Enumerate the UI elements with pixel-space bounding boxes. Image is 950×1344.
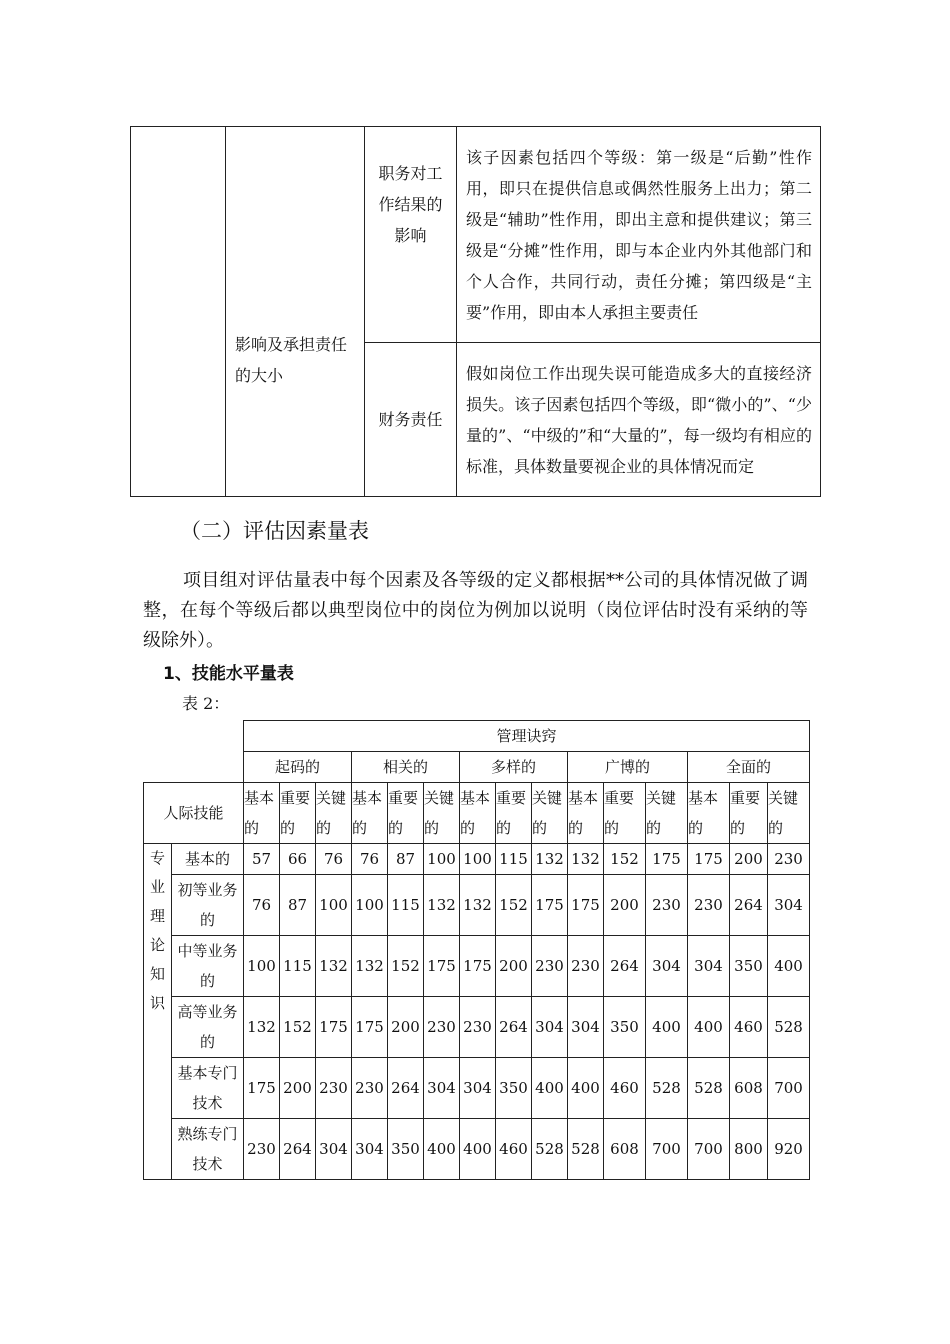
blank-corner: [144, 721, 244, 752]
value-cell: 700: [768, 1058, 810, 1119]
blank-corner: [144, 752, 244, 783]
factor-cell: [226, 127, 365, 497]
level-label: 重要的: [280, 789, 311, 837]
value-cell: 304: [768, 875, 810, 936]
level-label: 重要的: [604, 789, 635, 837]
value-cell: 230: [460, 997, 496, 1058]
value-cell: 800: [730, 1119, 768, 1180]
value-cell: 175: [460, 936, 496, 997]
level-label: 基本的: [688, 789, 719, 837]
value-cell: 528: [568, 1119, 604, 1180]
value-cell: 100: [424, 844, 460, 875]
value-cell: 87: [388, 844, 424, 875]
level-header: [496, 783, 532, 844]
group-header: 多样的: [460, 752, 568, 783]
value-cell: 400: [568, 1058, 604, 1119]
subfactor-label: 职务对工作结果的影响: [378, 164, 443, 245]
value-cell: 132: [460, 875, 496, 936]
skill-level-table: [143, 720, 810, 1180]
value-cell: 230: [646, 875, 688, 936]
level-label: 重要的: [496, 789, 527, 837]
subfactor-label: 财务责任: [378, 410, 443, 429]
description-cell: 假如岗位工作出现失误可能造成多大的直接经济损失。该子因素包括四个等级，即“微小的”、“少量的”、“中级的”和“大量的”，每一级均有相应的标准，具体数量要视企业的具体情况而定: [457, 343, 821, 497]
value-cell: 528: [768, 997, 810, 1058]
value-cell: 700: [688, 1119, 730, 1180]
value-cell: 200: [280, 1058, 316, 1119]
level-header: [424, 783, 460, 844]
factor-label: 影响及承担责任的大小: [235, 334, 348, 385]
value-cell: 152: [604, 844, 646, 875]
value-cell: 100: [316, 875, 352, 936]
value-cell: 200: [604, 875, 646, 936]
level-header: [604, 783, 646, 844]
group-header: 相关的: [352, 752, 460, 783]
value-cell: 264: [388, 1058, 424, 1119]
subsection-heading: 1、技能水平量表: [163, 664, 294, 684]
value-cell: 264: [280, 1119, 316, 1180]
level-label: 关键的: [646, 789, 677, 837]
level-header: [532, 783, 568, 844]
value-cell: 175: [688, 844, 730, 875]
corner-label: 人际技能: [144, 783, 244, 844]
level-header: [568, 783, 604, 844]
value-cell: 350: [730, 936, 768, 997]
value-cell: 152: [496, 875, 532, 936]
value-cell: 230: [532, 936, 568, 997]
row-label: 高等业务的: [172, 997, 244, 1058]
level-label: 基本的: [460, 789, 491, 837]
value-cell: 400: [768, 936, 810, 997]
value-cell: 132: [244, 997, 280, 1058]
value-cell: 200: [496, 936, 532, 997]
body-paragraph: 项目组对评估量表中每个因素及各等级的定义都根据**公司的具体情况做了调整，在每个等级后都以典型岗位中的岗位为例加以说明（岗位评估时没有采纳的等级除外）。: [143, 570, 808, 651]
level-header: [768, 783, 810, 844]
value-cell: 304: [688, 936, 730, 997]
value-cell: 400: [646, 997, 688, 1058]
row-label: 基本专门技术: [172, 1058, 244, 1119]
group-header: 起码的: [244, 752, 352, 783]
level-header: [388, 783, 424, 844]
value-cell: 460: [604, 1058, 646, 1119]
value-cell: 175: [646, 844, 688, 875]
level-label: 基本的: [568, 789, 599, 837]
level-label: 关键的: [532, 789, 563, 837]
top-header: 管理诀窍: [244, 721, 810, 752]
value-cell: 460: [730, 997, 768, 1058]
value-cell: 920: [768, 1119, 810, 1180]
value-cell: 400: [532, 1058, 568, 1119]
value-cell: 230: [316, 1058, 352, 1119]
value-cell: 200: [730, 844, 768, 875]
value-cell: 76: [244, 875, 280, 936]
row-group-char: 论: [149, 936, 165, 954]
row-label: 初等业务的: [172, 875, 244, 936]
value-cell: 230: [568, 936, 604, 997]
value-cell: 175: [316, 997, 352, 1058]
value-cell: 100: [244, 936, 280, 997]
level-label: 关键的: [316, 789, 347, 837]
row-label: 中等业务的: [172, 936, 244, 997]
value-cell: 304: [646, 936, 688, 997]
value-cell: 350: [496, 1058, 532, 1119]
value-cell: 132: [352, 936, 388, 997]
row-label: 基本的: [172, 844, 244, 875]
value-cell: 264: [496, 997, 532, 1058]
value-cell: 87: [280, 875, 316, 936]
value-cell: 304: [532, 997, 568, 1058]
level-label: 基本的: [244, 789, 275, 837]
value-cell: 460: [496, 1119, 532, 1180]
value-cell: 132: [424, 875, 460, 936]
value-cell: 152: [280, 997, 316, 1058]
level-header: [352, 783, 388, 844]
value-cell: 175: [244, 1058, 280, 1119]
value-cell: 304: [424, 1058, 460, 1119]
value-cell: 350: [604, 997, 646, 1058]
value-cell: 304: [460, 1058, 496, 1119]
table-caption: 表 2：: [182, 694, 230, 713]
value-cell: 100: [352, 875, 388, 936]
value-cell: 57: [244, 844, 280, 875]
level-header: [280, 783, 316, 844]
responsibility-table: [130, 126, 821, 497]
value-cell: 115: [280, 936, 316, 997]
value-cell: 350: [388, 1119, 424, 1180]
level-header: [316, 783, 352, 844]
level-label: 重要的: [388, 789, 419, 837]
value-cell: 528: [532, 1119, 568, 1180]
group-header: 全面的: [688, 752, 810, 783]
value-cell: 230: [244, 1119, 280, 1180]
value-cell: 175: [568, 875, 604, 936]
row-group-char: 知: [149, 965, 165, 983]
value-cell: 400: [460, 1119, 496, 1180]
value-cell: 100: [460, 844, 496, 875]
value-cell: 66: [280, 844, 316, 875]
row-group-char: 业: [149, 878, 165, 896]
level-label: 重要的: [730, 789, 761, 837]
row-label: 熟练专门技术: [172, 1119, 244, 1180]
value-cell: 175: [532, 875, 568, 936]
value-cell: 304: [568, 997, 604, 1058]
value-cell: 115: [496, 844, 532, 875]
level-header: [460, 783, 496, 844]
value-cell: 175: [352, 997, 388, 1058]
level-label: 关键的: [768, 789, 799, 837]
description-cell: 该子因素包括四个等级：第一级是“后勤”性作用，即只在提供信息或偶然性服务上出力；第二级是“辅助”性作用，即出主意和提供建议；第三级是“分摊”性作用，即与本企业内外其他部门和个人合作，共同行动，责任分摊；第四级是“主要”作用，即由本人承担主要责任: [457, 127, 821, 343]
value-cell: 132: [532, 844, 568, 875]
value-cell: 304: [316, 1119, 352, 1180]
value-cell: 132: [316, 936, 352, 997]
level-header: [730, 783, 768, 844]
value-cell: 230: [768, 844, 810, 875]
value-cell: 175: [424, 936, 460, 997]
level-header: [688, 783, 730, 844]
value-cell: 700: [646, 1119, 688, 1180]
value-cell: 115: [388, 875, 424, 936]
value-cell: 230: [688, 875, 730, 936]
value-cell: 152: [388, 936, 424, 997]
level-label: 基本的: [352, 789, 383, 837]
value-cell: 230: [424, 997, 460, 1058]
value-cell: 264: [730, 875, 768, 936]
row-group-char: 理: [149, 907, 165, 925]
value-cell: 608: [604, 1119, 646, 1180]
level-header: [244, 783, 280, 844]
row-group-char: 识: [149, 994, 165, 1012]
category-cell: [131, 127, 226, 497]
value-cell: 76: [352, 844, 388, 875]
value-cell: 230: [352, 1058, 388, 1119]
level-label: 关键的: [424, 789, 455, 837]
subfactor-cell: [365, 343, 457, 497]
group-header: 广博的: [568, 752, 688, 783]
value-cell: 608: [730, 1058, 768, 1119]
section-heading: （二）评估因素量表: [180, 519, 369, 543]
value-cell: 264: [604, 936, 646, 997]
row-group-char: 专: [149, 849, 165, 867]
row-group-label: [144, 844, 172, 1180]
value-cell: 200: [388, 997, 424, 1058]
value-cell: 528: [646, 1058, 688, 1119]
value-cell: 132: [568, 844, 604, 875]
value-cell: 76: [316, 844, 352, 875]
value-cell: 304: [352, 1119, 388, 1180]
value-cell: 400: [424, 1119, 460, 1180]
level-header: [646, 783, 688, 844]
value-cell: 400: [688, 997, 730, 1058]
subfactor-cell: [365, 127, 457, 343]
value-cell: 528: [688, 1058, 730, 1119]
